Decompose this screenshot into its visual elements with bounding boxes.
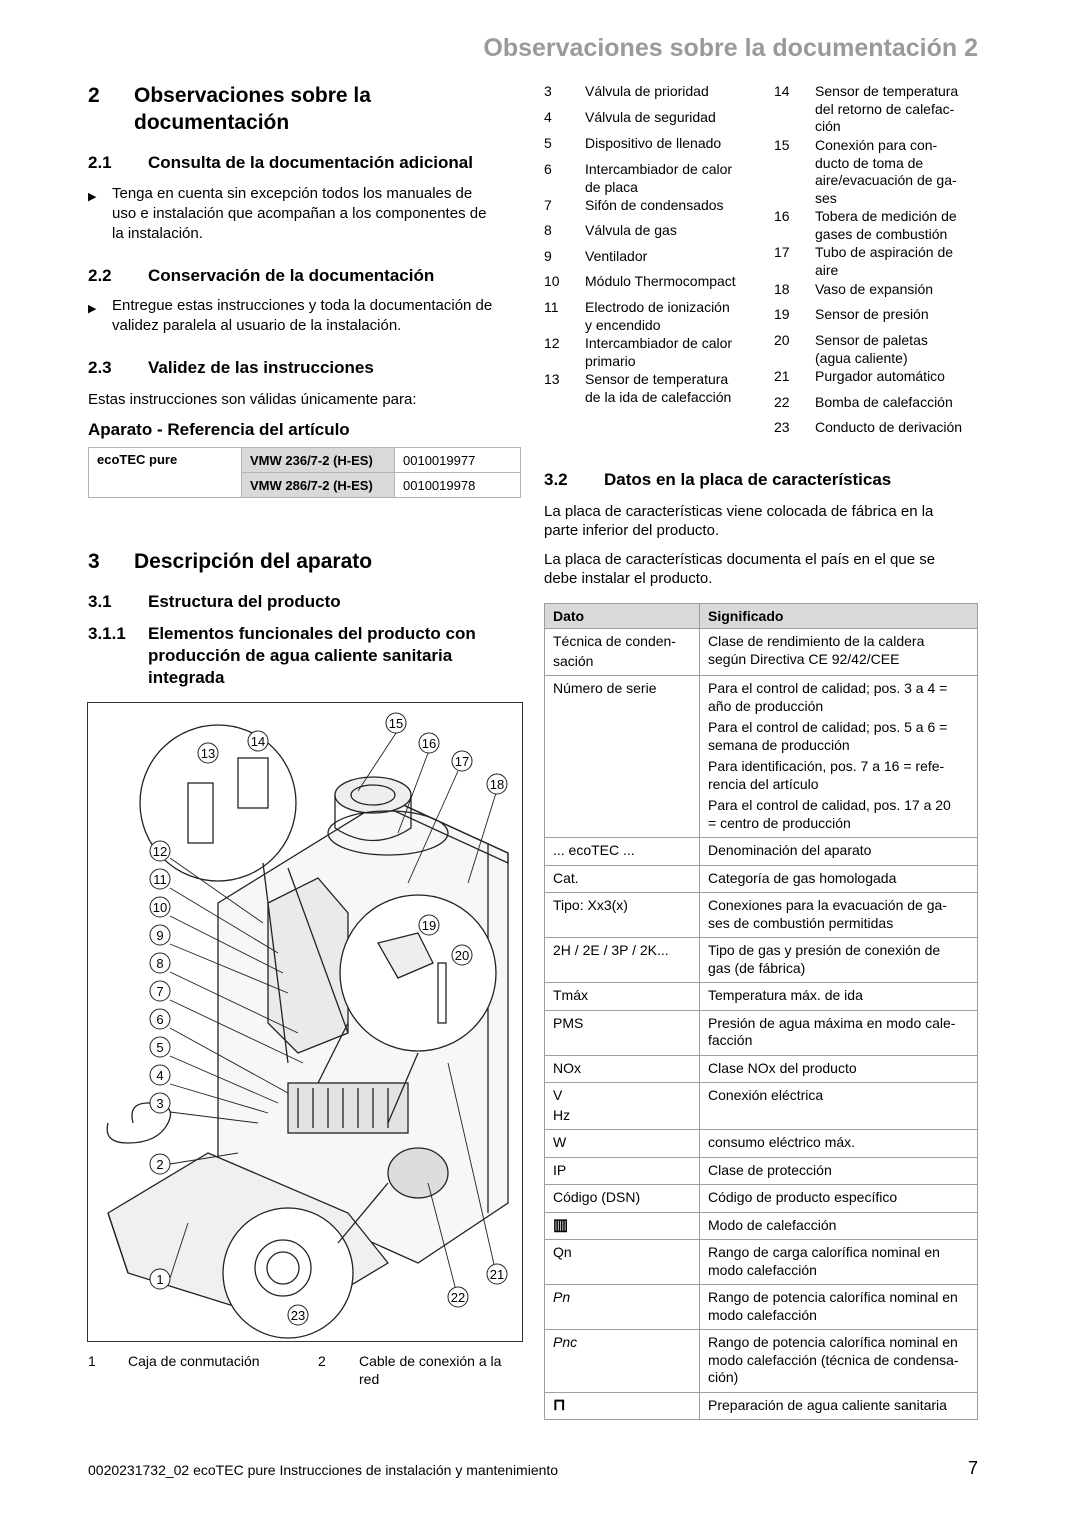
legend-label: Tubo de aspiración de xyxy=(815,244,954,260)
bullet-item xyxy=(88,296,528,338)
legend-number: 16 xyxy=(774,208,790,224)
article-table-title: Aparato - Referencia del artículo xyxy=(88,420,350,439)
legend-label: Válvula de seguridad xyxy=(585,109,716,125)
cell-line: año de producción xyxy=(708,697,824,714)
table-cell-dato xyxy=(545,1010,700,1055)
legend-label: Válvula de prioridad xyxy=(585,83,709,99)
section-title-line: documentación xyxy=(134,111,290,134)
bullet-arrow-icon: ▶ xyxy=(88,191,97,203)
bullet-text: Tenga en cuenta sin excepción todos los manuales de xyxy=(112,185,473,202)
legend-number: 8 xyxy=(544,222,552,238)
subsection-3-2-heading xyxy=(544,469,984,491)
callout-23 xyxy=(288,1305,308,1325)
table-cell-significado xyxy=(700,1083,978,1130)
table-cell-dato xyxy=(545,865,700,893)
callout-10 xyxy=(150,897,170,917)
faucet-icon: ⊓ xyxy=(553,1396,566,1414)
cell-line: rencia del artículo xyxy=(708,775,819,792)
subsection-number: 3.1 xyxy=(88,592,112,611)
legend-label: del retorno de calefac- xyxy=(815,100,955,117)
legend-number: 12 xyxy=(544,335,560,351)
legend-label: Conexión para con- xyxy=(815,137,938,153)
svg-text:2: 2 xyxy=(156,1157,164,1172)
cell-line: ... ecoTEC ... xyxy=(553,842,635,858)
bullet-item xyxy=(88,184,528,246)
cell-line: Para el control de calidad; pos. 3 a 4 = xyxy=(708,680,948,696)
section-3-heading xyxy=(88,548,508,575)
table-cell-significado xyxy=(700,1330,978,1393)
svg-text:9: 9 xyxy=(156,928,164,943)
legend-label: Módulo Thermocompact xyxy=(585,273,736,289)
cell-line: = centro de producción xyxy=(708,814,851,831)
callout-21 xyxy=(487,1264,507,1284)
callout-17 xyxy=(452,751,472,771)
cell-line: facción xyxy=(708,1032,753,1048)
boiler-illustration xyxy=(88,703,522,1341)
legend-label: ción xyxy=(815,118,841,134)
legend-number: 22 xyxy=(774,394,790,410)
table-row xyxy=(545,676,978,838)
legend-number: 15 xyxy=(774,137,790,153)
table-row xyxy=(545,1330,978,1393)
cell-paragraph xyxy=(708,1217,969,1235)
cell-line: Para el control de calidad, pos. 17 a 20 xyxy=(708,797,951,813)
section-2-heading xyxy=(88,82,508,138)
cell-line: Rango de carga calorífica nominal en xyxy=(708,1244,940,1260)
cell-line: Código de producto específico xyxy=(708,1189,898,1205)
table-cell-significado xyxy=(700,1392,978,1420)
legend-number: 3 xyxy=(544,83,552,99)
subsection-2-3-heading xyxy=(88,357,528,379)
legend-label: Cable de conexión a la xyxy=(359,1353,502,1369)
table-row xyxy=(545,1010,978,1055)
cell-line: Técnica de conden- xyxy=(553,633,676,649)
legend-label: Sensor de paletas xyxy=(815,332,928,348)
legend-number: 9 xyxy=(544,248,552,264)
callout-16 xyxy=(419,733,439,753)
table-cell-significado xyxy=(700,1157,978,1185)
legend-number: 19 xyxy=(774,306,790,322)
table-cell-dato xyxy=(545,1055,700,1083)
svg-text:14: 14 xyxy=(250,734,266,749)
section-number: 2 xyxy=(88,84,100,107)
cell-line: Hz xyxy=(553,1106,571,1123)
column-header: Significado xyxy=(700,604,978,629)
running-header: Observaciones sobre la documentación 2 xyxy=(483,34,978,62)
table-cell-significado xyxy=(700,983,978,1011)
legend-label: (agua caliente) xyxy=(815,349,908,366)
subsection-title: Datos en la placa de características xyxy=(604,470,892,489)
paragraph-line: debe instalar el producto. xyxy=(544,570,713,587)
cell-line: Modo de calefacción xyxy=(708,1216,837,1233)
legend-label: Ventilador xyxy=(585,248,648,264)
legend-label: primario xyxy=(585,352,636,369)
subsection-number: 3.1.1 xyxy=(88,624,126,643)
cell-line: Rango de potencia calorífica nominal en xyxy=(708,1334,958,1350)
legend-label: red xyxy=(359,1371,380,1387)
cell-line: modo calefacción (técnica de condensa- xyxy=(708,1351,959,1368)
legend-label: de placa xyxy=(585,178,638,195)
legend-label: aire xyxy=(815,261,839,278)
cell-line: modo calefacción xyxy=(708,1261,817,1278)
figure-caption xyxy=(88,1353,528,1393)
svg-text:22: 22 xyxy=(450,1290,466,1305)
svg-text:12: 12 xyxy=(152,844,168,859)
table-cell-dato xyxy=(545,1130,700,1158)
article-reference-table xyxy=(88,447,521,498)
legend-number: 23 xyxy=(774,419,790,435)
legend-number: 10 xyxy=(544,273,560,289)
cell-paragraph xyxy=(708,1015,969,1050)
bullet-arrow-icon: ▶ xyxy=(88,303,97,315)
cell-line: semana de producción xyxy=(708,736,850,753)
cell-line: Pnc xyxy=(553,1334,578,1350)
section-title: Descripción del aparato xyxy=(134,550,373,573)
subsection-title: Conservación de la documentación xyxy=(148,266,435,285)
cell-paragraph xyxy=(708,633,969,668)
callout-9 xyxy=(150,925,170,945)
table-cell-significado xyxy=(700,1010,978,1055)
cell-line: Conexión eléctrica xyxy=(708,1087,824,1103)
legend-number: 21 xyxy=(774,368,790,384)
table-cell-significado xyxy=(700,838,978,866)
callout-7 xyxy=(150,981,170,1001)
svg-text:15: 15 xyxy=(388,716,404,731)
paragraph-line: parte inferior del producto. xyxy=(544,522,720,539)
callout-13 xyxy=(198,743,218,763)
cell-paragraph xyxy=(708,680,969,715)
table-row xyxy=(545,1157,978,1185)
footer-text: 0020231732_02 ecoTEC pure Instrucciones de instalación y mantenimiento xyxy=(88,1462,559,1478)
table-cell-significado xyxy=(700,676,978,838)
legend-label: Dispositivo de llenado xyxy=(585,135,722,151)
table-cell-significado xyxy=(700,1285,978,1330)
legend-number: 20 xyxy=(774,332,790,348)
cell-line: consumo eléctrico máx. xyxy=(708,1134,856,1150)
table-row xyxy=(545,1055,978,1083)
table-cell-significado xyxy=(700,865,978,893)
table-cell-device: ecoTEC pure xyxy=(89,448,242,498)
legend-label: y encendido xyxy=(585,316,661,333)
cell-paragraph xyxy=(708,942,969,977)
table-cell-dato xyxy=(545,629,700,676)
cell-paragraph xyxy=(708,1087,969,1105)
cell-line: Tmáx xyxy=(553,987,588,1003)
paragraph xyxy=(544,502,984,542)
legend-middle xyxy=(544,83,764,413)
cell-line: Para el control de calidad; pos. 5 a 6 = xyxy=(708,719,948,735)
cell-paragraph xyxy=(708,719,969,754)
table-row xyxy=(545,1212,978,1240)
table-cell-significado xyxy=(700,938,978,983)
legend-label: Intercambiador de calor xyxy=(585,335,733,351)
svg-text:11: 11 xyxy=(153,872,167,887)
subsection-number: 2.1 xyxy=(88,153,112,172)
callout-11 xyxy=(150,869,170,889)
table-cell-significado xyxy=(700,1185,978,1213)
table-cell-dato xyxy=(545,983,700,1011)
cell-line: Conexiones para la evacuación de ga- xyxy=(708,897,947,913)
subsection-3-1-heading xyxy=(88,591,528,613)
table-cell-significado xyxy=(700,1240,978,1285)
callout-2 xyxy=(150,1154,170,1174)
legend-number: 18 xyxy=(774,281,790,297)
table-row xyxy=(545,838,978,866)
cell-line: Clase NOx del producto xyxy=(708,1059,857,1076)
legend-number: 14 xyxy=(774,83,790,99)
cell-line: modo calefacción xyxy=(708,1306,817,1323)
legend-label: Sensor de presión xyxy=(815,306,929,322)
cell-line: Temperatura máx. de ida xyxy=(708,987,863,1003)
page-number: 7 xyxy=(968,1458,979,1478)
svg-text:3: 3 xyxy=(156,1096,164,1111)
cell-line: V xyxy=(553,1087,563,1103)
table-cell-dato xyxy=(545,1212,700,1240)
cell-paragraph xyxy=(708,1289,969,1324)
table-cell-dato xyxy=(545,938,700,983)
cell-paragraph xyxy=(708,897,969,932)
svg-text:17: 17 xyxy=(454,754,470,769)
subsection-2-2-heading xyxy=(88,265,528,287)
bullet-text: validez paralela al usuario de la instalación. xyxy=(112,317,402,334)
table-row xyxy=(545,1285,978,1330)
table-cell-significado xyxy=(700,1130,978,1158)
table-row xyxy=(545,629,978,676)
svg-text:21: 21 xyxy=(489,1267,505,1282)
legend-number: 13 xyxy=(544,371,560,387)
callout-8 xyxy=(150,953,170,973)
svg-text:6: 6 xyxy=(156,1012,164,1027)
cell-line: Pn xyxy=(553,1289,571,1305)
legend-label: Conducto de derivación xyxy=(815,419,963,435)
svg-text:1: 1 xyxy=(156,1272,164,1287)
validity-text: Estas instrucciones son válidas únicamente para: xyxy=(88,391,417,408)
cell-line: Clase de protección xyxy=(708,1161,832,1178)
callout-22 xyxy=(448,1287,468,1307)
paragraph xyxy=(544,550,984,590)
cell-line: Cat. xyxy=(553,869,579,886)
subsection-number: 3.2 xyxy=(544,470,568,489)
legend-number: 5 xyxy=(544,135,552,151)
legend-number: 6 xyxy=(544,161,552,177)
cell-paragraph xyxy=(708,842,969,860)
subsection-title: Estructura del producto xyxy=(148,592,341,611)
table-row xyxy=(545,1392,978,1420)
legend-label: Sensor de temperatura xyxy=(585,371,729,387)
table-cell-ref: 0010019978 xyxy=(395,473,521,498)
table-row xyxy=(545,865,978,893)
bullet-text: uso e instalación que acompañan a los componentes de xyxy=(112,205,487,222)
table-cell-dato xyxy=(545,676,700,838)
subsection-number: 2.2 xyxy=(88,266,112,285)
table-cell-significado xyxy=(700,893,978,938)
legend-label: Purgador automático xyxy=(815,368,945,384)
subsection-title: Consulta de la documentación adicional xyxy=(148,153,473,172)
legend-label: Bomba de calefacción xyxy=(815,394,953,410)
subsection-title-line: integrada xyxy=(148,668,225,687)
cell-line: Clase de rendimiento de la caldera xyxy=(708,633,925,649)
legend-number: 7 xyxy=(544,197,552,213)
subsection-title-line: producción de agua caliente sanitaria xyxy=(148,646,453,665)
callout-18 xyxy=(487,774,507,794)
table-row xyxy=(545,983,978,1011)
cell-line: ses de combustión permitidas xyxy=(708,914,894,931)
callout-14 xyxy=(248,731,268,751)
cell-paragraph xyxy=(708,1244,969,1279)
cell-paragraph xyxy=(708,1397,969,1415)
table-cell-model: VMW 236/7-2 (H-ES) xyxy=(242,448,395,473)
table-row xyxy=(545,938,978,983)
radiator-icon: ▥ xyxy=(553,1216,569,1234)
table-cell-ref: 0010019977 xyxy=(395,448,521,473)
cell-line: Código (DSN) xyxy=(553,1189,641,1205)
svg-text:23: 23 xyxy=(290,1308,306,1323)
callout-3 xyxy=(150,1093,170,1113)
cell-line: gas (de fábrica) xyxy=(708,959,806,976)
cell-line: sación xyxy=(553,652,594,669)
table-cell-dato xyxy=(545,1240,700,1285)
svg-text:7: 7 xyxy=(156,984,164,999)
legend-number: 4 xyxy=(544,109,552,125)
legend-label: Sifón de condensados xyxy=(585,197,724,213)
callout-19 xyxy=(419,915,439,935)
table-cell-significado xyxy=(700,1212,978,1240)
legend-number: 11 xyxy=(544,299,559,315)
svg-text:18: 18 xyxy=(489,777,505,792)
cell-line: Número de serie xyxy=(553,680,657,696)
table-header-row xyxy=(545,604,978,629)
legend-number: 2 xyxy=(318,1353,326,1369)
table-cell-dato xyxy=(545,1285,700,1330)
cell-line: Denominación del aparato xyxy=(708,842,872,858)
table-row xyxy=(545,1083,978,1130)
legend-label: Vaso de expansión xyxy=(815,281,934,297)
legend-right xyxy=(774,83,984,443)
subsection-title: Validez de las instrucciones xyxy=(148,358,374,377)
legend-label: aire/evacuación de ga- xyxy=(815,172,957,188)
cell-line: 2H / 2E / 3P / 2K... xyxy=(553,942,669,958)
cell-line: Preparación de agua caliente sanitaria xyxy=(708,1396,947,1413)
table-cell-dato xyxy=(545,1157,700,1185)
legend-label: Tobera de medición de xyxy=(815,208,957,224)
table-row xyxy=(545,1130,978,1158)
subsection-title-line: Elementos funcionales del producto con xyxy=(148,624,476,643)
cell-line: Tipo de gas y presión de conexión de xyxy=(708,942,941,958)
callout-1 xyxy=(150,1269,170,1289)
svg-text:13: 13 xyxy=(200,746,216,761)
callout-12 xyxy=(150,841,170,861)
cell-paragraph xyxy=(708,797,969,832)
table-row xyxy=(545,1240,978,1285)
svg-text:20: 20 xyxy=(454,948,470,963)
cell-line: IP xyxy=(553,1161,567,1178)
callout-5 xyxy=(150,1037,170,1057)
table-row xyxy=(89,448,521,473)
boiler-diagram xyxy=(87,702,523,1342)
cell-paragraph xyxy=(708,1334,969,1387)
cell-paragraph xyxy=(708,758,969,793)
legend-label: de la ida de calefacción xyxy=(585,388,732,405)
cell-line: PMS xyxy=(553,1014,584,1031)
legend-label: Sensor de temperatura xyxy=(815,83,959,99)
table-cell-dato xyxy=(545,1185,700,1213)
table-cell-model: VMW 286/7-2 (H-ES) xyxy=(242,473,395,498)
callout-20 xyxy=(452,945,472,965)
cell-paragraph xyxy=(708,1189,969,1207)
svg-text:5: 5 xyxy=(156,1040,164,1055)
cell-line: Presión de agua máxima en modo cale- xyxy=(708,1014,956,1031)
paragraph-line: La placa de características viene colocada de fábrica en la xyxy=(544,503,934,520)
subsection-2-1-heading xyxy=(88,152,528,174)
cell-line: Categoría de gas homologada xyxy=(708,869,897,886)
legend-label: gases de combustión xyxy=(815,225,948,242)
table-cell-dato xyxy=(545,838,700,866)
cell-paragraph xyxy=(708,1162,969,1180)
paragraph-line: La placa de características documenta el país en el que se xyxy=(544,551,936,568)
cell-paragraph xyxy=(708,1134,969,1152)
table-cell-dato xyxy=(545,1330,700,1393)
table-cell-significado xyxy=(700,629,978,676)
callout-4 xyxy=(150,1065,170,1085)
cell-line: ción) xyxy=(708,1369,739,1385)
subsection-3-1-1-heading xyxy=(88,623,528,689)
legend-label: Caja de conmutación xyxy=(128,1353,260,1369)
nameplate-data-table xyxy=(544,603,978,1420)
subsection-number: 2.3 xyxy=(88,358,112,377)
callout-15 xyxy=(386,713,406,733)
legend-number: 1 xyxy=(88,1353,96,1369)
legend-label: Intercambiador de calor xyxy=(585,161,733,177)
svg-text:4: 4 xyxy=(156,1068,164,1083)
legend-label: Electrodo de ionización xyxy=(585,299,730,315)
table-cell-dato xyxy=(545,893,700,938)
section-number: 3 xyxy=(88,550,100,573)
cell-line: Tipo: Xx3(x) xyxy=(553,897,628,913)
table-cell-dato xyxy=(545,1083,700,1130)
table-cell-dato xyxy=(545,1392,700,1420)
bullet-text: Entregue estas instrucciones y toda la documentación de xyxy=(112,297,493,314)
callout-6 xyxy=(150,1009,170,1029)
cell-line: según Directiva CE 92/42/CEE xyxy=(708,650,900,667)
table-row xyxy=(545,893,978,938)
cell-line: Qn xyxy=(553,1244,572,1260)
cell-line: Rango de potencia calorífica nominal en xyxy=(708,1289,958,1305)
bullet-text: la instalación. xyxy=(112,225,203,242)
cell-paragraph xyxy=(708,1060,969,1078)
svg-text:19: 19 xyxy=(421,918,437,933)
legend-label: ses xyxy=(815,189,837,206)
svg-text:10: 10 xyxy=(152,900,168,915)
cell-line: W xyxy=(553,1134,567,1150)
table-body xyxy=(545,629,978,1420)
cell-paragraph xyxy=(708,870,969,888)
cell-line: Para identificación, pos. 7 a 16 = refe- xyxy=(708,758,945,774)
legend-label: Válvula de gas xyxy=(585,222,677,238)
column-header: Dato xyxy=(545,604,700,629)
cell-paragraph xyxy=(708,987,969,1005)
section-title-line: Observaciones sobre la xyxy=(134,84,371,107)
legend-label: ducto de toma de xyxy=(815,154,924,171)
table-cell-significado xyxy=(700,1055,978,1083)
svg-text:8: 8 xyxy=(156,956,164,971)
legend-number: 17 xyxy=(774,244,790,260)
svg-text:16: 16 xyxy=(421,736,437,751)
table-row xyxy=(545,1185,978,1213)
cell-line: NOx xyxy=(553,1059,581,1076)
